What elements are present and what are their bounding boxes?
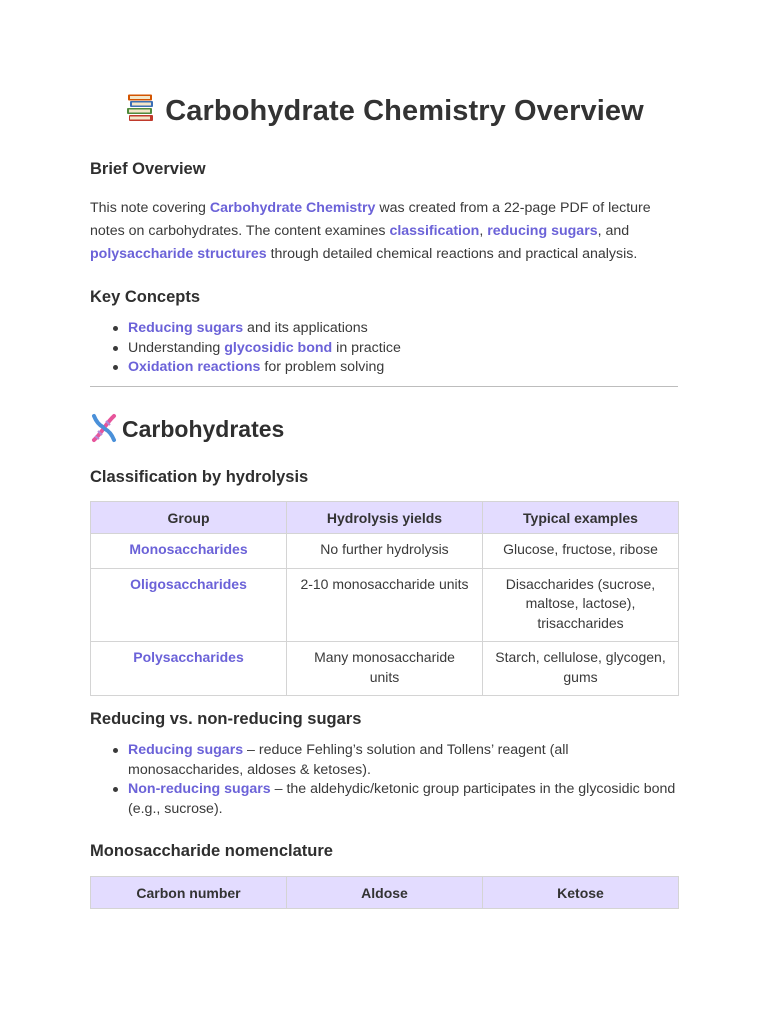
table-cell: No further hydrolysis [287,534,483,569]
item-text: – the aldehydic/ketonic group participates in the glycosidic bond (e.g., sucrose). [128,781,676,817]
column-header: Group [91,502,287,534]
table-row [91,534,679,569]
link-reducing-sugars[interactable]: Reducing sugars [128,742,244,758]
overview-text: through detailed chemical reactions and practical analysis. [266,246,638,262]
key-concepts-list [90,319,678,378]
list-item [128,358,678,378]
dna-icon [90,413,118,449]
brief-overview-heading: Brief Overview [90,160,206,178]
nomenclature-table [90,876,679,909]
list-item [128,741,678,780]
section-divider [90,386,678,387]
overview-text: , and [597,223,630,239]
overview-text: , [479,223,488,239]
link-polysaccharide-structures[interactable]: polysaccharide structures [90,246,267,262]
group-cell[interactable]: Polysaccharides [91,642,287,696]
section-title: Carbohydrates [122,416,285,442]
item-text: for problem solving [260,359,385,375]
link-classification[interactable]: classification [389,223,480,239]
page-title [90,92,678,133]
nomenclature-heading: Monosaccharide nomenclature [90,842,333,860]
overview-text: was created from a 22-page PDF of lecture notes on carbohydrates. The content examines [90,200,651,239]
table-row [91,568,679,642]
item-text: in practice [332,339,401,356]
column-header: Aldose [287,877,483,909]
list-item [128,319,678,339]
item-text: and its applications [243,320,368,336]
table-row [91,642,679,696]
table-header-row [91,502,679,534]
reducing-list [90,741,678,819]
link-reducing-sugars[interactable]: Reducing sugars [128,320,244,336]
column-header: Carbon number [91,877,287,909]
classification-heading: Classification by hydrolysis [90,468,309,486]
overview-paragraph [90,197,678,266]
classification-table [90,501,679,696]
link-reducing-sugars[interactable]: reducing sugars [487,223,598,239]
table-cell: 2-10 monosaccharide units [287,568,483,642]
item-text: – reduce Fehling’s solution and Tollens’ reagent (all monosaccharides, aldoses & ketoses). [128,742,569,778]
table-header-row [91,877,679,909]
link-carbohydrate-chemistry[interactable]: Carbohydrate Chemistry [209,200,376,216]
overview-text: This note covering [90,200,210,216]
column-header: Ketose [483,877,679,909]
column-header: Hydrolysis yields [287,502,483,534]
item-text: Understanding [128,339,225,356]
link-non-reducing-sugars[interactable]: Non-reducing sugars [128,781,271,797]
page-title-text: Carbohydrate Chemistry Overview [165,95,644,127]
column-header: Typical examples [483,502,679,534]
table-cell: Disaccharides (sucrose, maltose, lactose), trisaccharides [483,568,679,642]
link-oxidation-reactions[interactable]: Oxidation reactions [128,359,261,375]
section-heading [90,413,284,449]
table-cell: Starch, cellulose, glycogen, gums [483,642,679,696]
reducing-heading: Reducing vs. non-reducing sugars [90,710,362,728]
group-cell[interactable]: Monosaccharides [91,534,287,569]
list-item [128,339,678,359]
group-cell[interactable]: Oligosaccharides [91,568,287,642]
books-icon [124,92,157,133]
table-cell: Glucose, fructose, ribose [483,534,679,569]
key-concepts-heading: Key Concepts [90,288,201,306]
list-item [128,780,678,819]
table-cell: Many monosaccharide units [287,642,483,696]
link-glycosidic-bond[interactable]: glycosidic bond [224,339,333,356]
